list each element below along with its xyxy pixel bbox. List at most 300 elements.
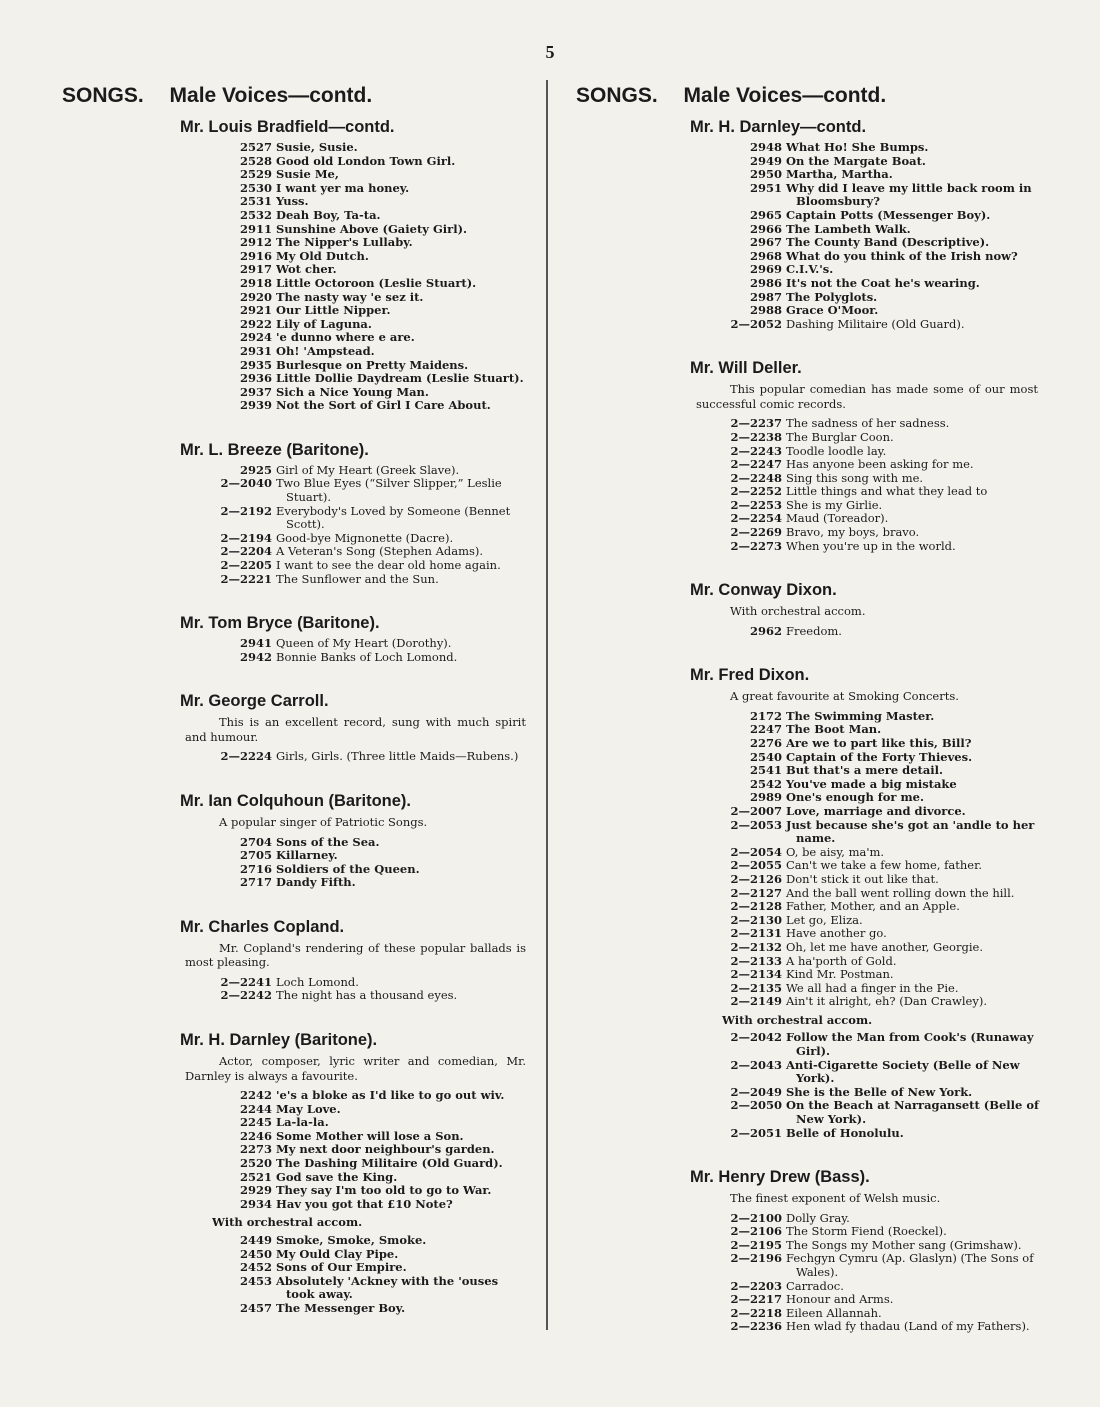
page-number: 5 [545, 42, 555, 62]
record-entry [210, 1248, 530, 1262]
artist-section [62, 1029, 530, 1315]
record-entry [210, 750, 530, 764]
record-number: 2453 [239, 1273, 272, 1288]
artist-section [62, 690, 530, 764]
artist-heading: Mr. George Carroll. [180, 692, 329, 711]
artist-description: A great favourite at Smoking Concerts. [730, 689, 959, 704]
artist-heading: Mr. Henry Drew (Bass). [690, 1168, 870, 1187]
record-entry [720, 778, 1046, 792]
record-entry [720, 291, 1046, 305]
record-number: 2717 [239, 875, 272, 890]
entry-list [576, 1212, 1046, 1334]
entry-list [62, 637, 530, 664]
record-title: Are we to part like this, Bill? [786, 736, 972, 751]
record-title: The Boot Man. [786, 722, 882, 737]
record-title: My Ould Clay Pipe. [276, 1246, 399, 1261]
record-entry [720, 304, 1046, 318]
record-entry [720, 168, 1046, 182]
record-title: Hav you got that £10 Note? [276, 1196, 453, 1211]
record-number: 2986 [749, 275, 782, 290]
record-number: 2—2051 [730, 1125, 782, 1140]
record-entry [720, 1212, 1046, 1226]
record-number: 2—2236 [730, 1319, 782, 1334]
record-number: 2936 [239, 371, 272, 386]
record-title: Father, Mother, and an Apple. [786, 899, 960, 914]
record-entry [210, 399, 530, 413]
record-title: I want yer ma honey. [276, 180, 410, 195]
record-number: 2—2218 [730, 1305, 782, 1320]
record-entry [210, 559, 530, 573]
record-number: 2452 [239, 1260, 272, 1275]
record-entry [720, 625, 1046, 639]
record-entry [210, 182, 530, 196]
artist-heading: Mr. H. Darnley (Baritone). [180, 1031, 378, 1050]
record-number: 2—2052 [730, 316, 782, 331]
record-entry [720, 318, 1046, 332]
record-number: 2—2040 [220, 476, 272, 491]
record-number: 2—2131 [730, 926, 782, 941]
record-number: 2—2007 [730, 804, 782, 818]
record-title: My next door neighbour's garden. [276, 1142, 495, 1157]
entry-list [576, 710, 1046, 1009]
record-entry [210, 345, 530, 359]
record-number: 2—2149 [730, 994, 782, 1009]
record-entry [720, 1127, 1046, 1141]
record-number: 2245 [239, 1115, 272, 1130]
entry-list [62, 464, 530, 586]
record-number: 2969 [749, 262, 782, 277]
record-title: Little things and what they lead to [786, 484, 988, 499]
record-entry [720, 955, 1046, 969]
record-number: 2521 [239, 1169, 272, 1184]
record-number: 2—2042 [730, 1030, 782, 1045]
artist-description: A popular singer of Patriotic Songs. [219, 815, 428, 829]
record-title: Has anyone been asking for me. [786, 457, 974, 472]
header-songs: SONGS. [62, 84, 144, 107]
record-number: 2540 [749, 749, 782, 764]
record-entry [720, 914, 1046, 928]
record-title: Lily of Laguna. [276, 316, 372, 331]
record-entry [720, 710, 1046, 724]
entry-list [62, 976, 530, 1003]
artist-section [62, 439, 530, 586]
record-title: Toodle loodle lay. [786, 443, 887, 458]
record-number: 2244 [239, 1101, 272, 1116]
record-entry [210, 195, 530, 209]
record-title: Captain of the Forty Thieves. [786, 749, 973, 764]
record-entry [210, 651, 530, 665]
record-entry [720, 141, 1046, 155]
record-number: 2941 [239, 636, 272, 651]
record-number: 2—2054 [730, 844, 782, 859]
record-entry [720, 458, 1046, 472]
record-entry [210, 637, 530, 651]
record-number: 2276 [749, 736, 782, 751]
artist-section [62, 612, 530, 664]
record-title: Killarney. [276, 848, 338, 863]
record-number: 2449 [239, 1232, 272, 1247]
record-title: May Love. [276, 1101, 341, 1116]
record-entry [210, 304, 530, 318]
record-number: 2950 [749, 167, 782, 182]
record-title: You've made a big mistake [786, 776, 957, 791]
record-number: 2—2248 [730, 470, 782, 485]
artist-section [62, 116, 530, 413]
record-entry [210, 263, 530, 277]
record-title: Oh! 'Ampstead. [276, 343, 375, 358]
record-number: 2989 [749, 790, 782, 805]
record-number: 2246 [239, 1128, 272, 1143]
record-number: 2988 [749, 303, 782, 318]
record-title: Little Dollie Daydream (Leslie Stuart). [276, 371, 524, 386]
record-entry [210, 1171, 530, 1185]
artist-heading: Mr. Tom Bryce (Baritone). [180, 614, 380, 633]
record-entry [720, 250, 1046, 264]
record-entry [720, 1099, 1046, 1126]
record-entry [720, 1320, 1046, 1334]
record-title: Wot cher. [276, 262, 337, 277]
record-title: Susie Me, [276, 167, 339, 182]
record-title: Love, marriage and divorce. [786, 804, 966, 818]
record-entry [210, 1261, 530, 1275]
record-entry [720, 1031, 1046, 1058]
record-entry [210, 291, 530, 305]
record-number: 2—2134 [730, 967, 782, 982]
record-number: 2—2204 [220, 544, 272, 559]
record-entry [210, 1157, 530, 1171]
record-entry [720, 485, 1046, 499]
record-number: 2968 [749, 248, 782, 263]
record-title: They say I'm too old to go to War. [276, 1183, 492, 1198]
record-number: 2965 [749, 207, 782, 222]
record-title: Susie, Susie. [276, 140, 358, 154]
record-number: 2—2254 [730, 511, 782, 526]
record-number: 2—2049 [730, 1084, 782, 1099]
record-entry [210, 386, 530, 400]
record-number: 2948 [749, 140, 782, 154]
record-title: Let go, Eliza. [786, 912, 863, 927]
record-entry [720, 1307, 1046, 1321]
record-number: 2935 [239, 357, 272, 372]
record-title: The Swimming Master. [786, 708, 935, 723]
record-entry [720, 526, 1046, 540]
record-number: 2—2273 [730, 538, 782, 553]
record-title: Sons of the Sea. [276, 834, 380, 849]
record-entry [210, 209, 530, 223]
artist-section [576, 1166, 1046, 1334]
record-title: The Polyglots. [786, 289, 878, 304]
record-title: Just because she's got an 'andle to her name. [786, 817, 1035, 846]
record-title: Sing this song with me. [786, 470, 924, 485]
record-entry [210, 1275, 530, 1302]
record-number: 2—2224 [220, 749, 272, 764]
record-number: 2987 [749, 289, 782, 304]
record-number: 2—2217 [730, 1292, 782, 1307]
record-title: The sadness of her sadness. [786, 416, 950, 431]
record-entry [210, 836, 530, 850]
artist-section [576, 357, 1046, 553]
record-entry [210, 573, 530, 587]
entry-list [62, 1234, 530, 1316]
record-title: Girl of My Heart (Greek Slave). [276, 462, 460, 477]
record-title: God save the King. [276, 1169, 398, 1184]
record-number: 2541 [749, 763, 782, 778]
record-number: 2—2043 [730, 1057, 782, 1072]
record-title: Girls, Girls. (Three little Maids—Rubens.) [276, 749, 519, 764]
record-entry [720, 846, 1046, 860]
column-header [62, 82, 530, 110]
record-entry [210, 505, 530, 532]
record-title: Ain't it alright, eh? (Dan Crawley). [786, 994, 987, 1009]
record-entry [210, 532, 530, 546]
record-entry [720, 209, 1046, 223]
record-title: I want to see the dear old home again. [276, 558, 501, 573]
record-title: Good old London Town Girl. [276, 153, 456, 168]
record-number: 2—2203 [730, 1278, 782, 1293]
record-entry [720, 499, 1046, 513]
record-title: The night has a thousand eyes. [276, 988, 458, 1003]
record-entry [210, 1302, 530, 1316]
record-entry [210, 236, 530, 250]
record-entry [720, 223, 1046, 237]
record-number: 2—2050 [730, 1098, 782, 1113]
record-number: 2937 [239, 384, 272, 399]
accompaniment-note: With orchestral accom. [212, 1215, 363, 1230]
record-entry [210, 1103, 530, 1117]
record-title: Grace O'Moor. [786, 303, 879, 318]
record-number: 2242 [239, 1088, 272, 1103]
artist-section [576, 579, 1046, 638]
record-title: Kind Mr. Postman. [786, 967, 894, 982]
artist-section [576, 116, 1046, 331]
record-entry [720, 540, 1046, 554]
record-entry [210, 141, 530, 155]
record-title: It's not the Coat he's wearing. [786, 275, 980, 290]
record-entry [720, 737, 1046, 751]
record-number: 2931 [239, 343, 272, 358]
record-title: One's enough for me. [786, 790, 924, 805]
record-title: Dolly Gray. [786, 1210, 850, 1225]
record-number: 2532 [239, 207, 272, 222]
record-entry [720, 995, 1046, 1009]
record-title: On the Beach at Narragansett (Belle of New York). [786, 1098, 1039, 1126]
record-title: Bravo, my boys, bravo. [786, 525, 920, 540]
record-entry [210, 849, 530, 863]
record-entry [210, 331, 530, 345]
record-number: 2530 [239, 180, 272, 195]
record-title: She is my Girlie. [786, 497, 883, 512]
record-entry [210, 477, 530, 504]
record-entry [720, 512, 1046, 526]
artist-section [576, 664, 1046, 1140]
record-number: 2939 [239, 398, 272, 413]
record-entry [720, 791, 1046, 805]
record-number: 2—2196 [730, 1251, 782, 1266]
record-number: 2929 [239, 1183, 272, 1198]
record-number: 2—2100 [730, 1210, 782, 1225]
artist-description: With orchestral accom. [730, 604, 866, 619]
record-entry [720, 236, 1046, 250]
record-title: Anti-Cigarette Society (Belle of New York). [786, 1057, 1020, 1086]
sections [62, 116, 530, 1315]
record-entry [720, 982, 1046, 996]
record-title: Carradoc. [786, 1278, 844, 1293]
entry-list [62, 836, 530, 890]
record-title: Follow the Man from Cook's (Runaway Girl). [786, 1030, 1034, 1058]
record-entry [720, 417, 1046, 431]
record-entry [210, 359, 530, 373]
record-entry [720, 277, 1046, 291]
record-entry [210, 168, 530, 182]
record-number: 2951 [749, 180, 782, 195]
record-title: When you're up in the world. [786, 538, 956, 553]
record-title: Eileen Allannah. [786, 1305, 882, 1320]
record-entry [210, 223, 530, 237]
record-entry [210, 545, 530, 559]
record-title: Dashing Militaire (Old Guard). [786, 316, 965, 331]
record-number: 2—2128 [730, 899, 782, 914]
record-title: Honour and Arms. [786, 1292, 894, 1307]
record-entry [720, 1252, 1046, 1279]
record-title: Two Blue Eyes (“Silver Slipper,” Leslie Stuart). [276, 476, 502, 505]
record-title: Maud (Toreador). [786, 511, 889, 526]
artist-description: Mr. Copland's rendering of these popular ballads is most pleasing. [185, 940, 526, 970]
record-title: The County Band (Descriptive). [786, 235, 990, 250]
record-title: But that's a mere detail. [786, 763, 944, 778]
column-divider [546, 80, 548, 1330]
record-entry [210, 464, 530, 478]
record-title: Can't we take a few home, father. [786, 858, 982, 873]
entry-list [62, 141, 530, 413]
record-number: 2922 [239, 316, 272, 331]
record-title: Bonnie Banks of Loch Lomond. [276, 649, 458, 664]
record-title: Why did I leave my little back room in Bloomsbury? [786, 180, 1032, 209]
record-title: Some Mother will lose a Son. [276, 1128, 464, 1143]
record-entry [720, 751, 1046, 765]
record-number: 2—2205 [220, 558, 272, 573]
record-number: 2949 [749, 153, 782, 168]
record-title: The Songs my Mother sang (Grimshaw). [786, 1237, 1022, 1252]
record-number: 2—2195 [730, 1237, 782, 1252]
record-number: 2921 [239, 303, 272, 318]
record-number: 2934 [239, 1196, 272, 1211]
record-title: The Messenger Boy. [276, 1300, 406, 1315]
record-title: Have another go. [786, 926, 887, 941]
record-entry [210, 1130, 530, 1144]
record-entry [720, 941, 1046, 955]
record-entry [720, 182, 1046, 209]
record-number: 2—2106 [730, 1224, 782, 1239]
record-entry [210, 155, 530, 169]
record-number: 2942 [239, 649, 272, 664]
record-number: 2918 [239, 275, 272, 290]
record-number: 2273 [239, 1142, 272, 1157]
artist-heading: Mr. Ian Colquhoun (Baritone). [180, 792, 411, 810]
record-title: Martha, Martha. [786, 167, 893, 182]
record-number: 2450 [239, 1246, 272, 1261]
record-title: The Storm Fiend (Roeckel). [786, 1224, 947, 1239]
record-title: Loch Lomond. [276, 974, 359, 989]
record-entry [210, 1234, 530, 1248]
record-entry [720, 927, 1046, 941]
record-title: Fechgyn Cymru (Ap. Glaslyn) (The Sons of Wales). [786, 1251, 1034, 1280]
record-title: Absolutely 'Ackney with the 'ouses took away. [276, 1273, 499, 1302]
artist-description: This popular comedian has made some of our most successful comic records. [696, 382, 1038, 411]
record-title: Captain Potts (Messenger Boy). [786, 207, 991, 222]
record-number: 2—2132 [730, 939, 782, 954]
record-number: 2912 [239, 235, 272, 250]
record-entry [210, 250, 530, 264]
artist-heading: Mr. L. Breeze (Baritone). [180, 440, 369, 459]
record-number: 2705 [239, 848, 272, 863]
record-number: 2916 [239, 248, 272, 263]
record-entry [720, 472, 1046, 486]
record-number: 2—2269 [730, 525, 782, 540]
record-entry [720, 1059, 1046, 1086]
record-entry [210, 876, 530, 890]
record-title: Little Octoroon (Leslie Stuart). [276, 275, 477, 290]
record-title: Sich a Nice Young Man. [276, 384, 429, 399]
artist-section [62, 916, 530, 1003]
record-title: Hen wlad fy thadau (Land of my Fathers). [786, 1319, 1030, 1334]
record-number: 2—2247 [730, 457, 782, 472]
record-entry [720, 263, 1046, 277]
record-number: 2—2242 [220, 988, 272, 1003]
record-title: Soldiers of the Queen. [276, 861, 420, 876]
record-title: The Burglar Coon. [786, 429, 894, 444]
record-title: Freedom. [786, 623, 842, 638]
record-number: 2—2133 [730, 953, 782, 968]
record-title: 'e dunno where e are. [276, 330, 415, 345]
record-number: 2—2055 [730, 858, 782, 873]
record-title: Not the Sort of Girl I Care About. [276, 398, 491, 413]
column-header [576, 82, 1046, 110]
record-entry [720, 1293, 1046, 1307]
record-entry [720, 155, 1046, 169]
record-entry [210, 1089, 530, 1103]
record-number: 2520 [239, 1156, 272, 1171]
record-number: 2966 [749, 221, 782, 236]
record-title: What Ho! She Bumps. [786, 140, 929, 154]
record-entry [210, 318, 530, 332]
record-number: 2529 [239, 167, 272, 182]
record-entry [720, 900, 1046, 914]
record-title: Good-bye Mignonette (Dacre). [276, 530, 454, 545]
record-number: 2247 [749, 722, 782, 737]
record-number: 2—2237 [730, 416, 782, 431]
artist-heading: Mr. Charles Copland. [180, 917, 345, 936]
record-number: 2—2252 [730, 484, 782, 499]
artist-heading: Mr. Conway Dixon. [690, 581, 837, 600]
record-title: Belle of Honolulu. [786, 1125, 904, 1140]
record-entry [210, 1184, 530, 1198]
record-entry [210, 1198, 530, 1212]
record-title: She is the Belle of New York. [786, 1084, 973, 1099]
record-title: The Lambeth Walk. [786, 221, 911, 236]
entry-list [62, 750, 530, 764]
entry-list [576, 141, 1046, 331]
record-number: 2—2221 [220, 571, 272, 586]
record-entry [720, 819, 1046, 846]
record-title: Dandy Fifth. [276, 875, 356, 890]
record-title: Sons of Our Empire. [276, 1260, 407, 1275]
record-title: La-la-la. [276, 1115, 329, 1130]
record-title: Our Little Nipper. [276, 303, 391, 318]
record-title: Don't stick it out like that. [786, 871, 939, 886]
record-entry [720, 805, 1046, 819]
header-songs: SONGS. [576, 84, 658, 107]
artist-description: This is an excellent record, sung with much spirit and humour. [185, 715, 526, 744]
